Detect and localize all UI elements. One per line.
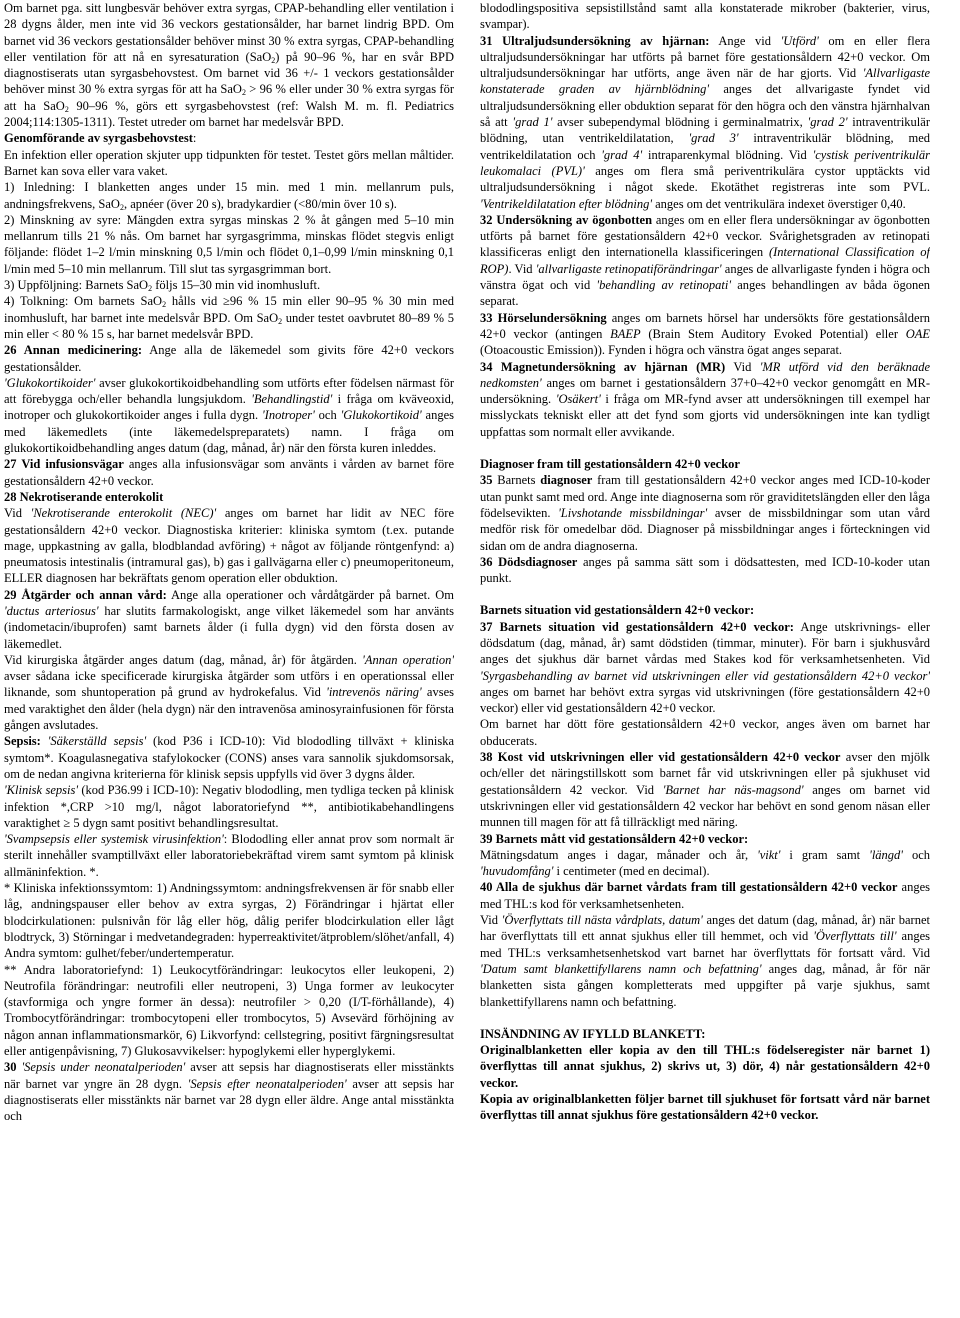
- paragraph-r05: 34 Magnetundersökning av hjärnan (MR) Vid 'MR utförd vid den beräknade nedkomsten' anges om barnet i gestationsåldern 37+0–42+0 veckor genomgått en MR-undersökning. 'Osäkert' i fråga om MR-fynd avser att undersökningen till exempel har misslyckats tekniskt eller att det fynd som gjorts vid undersökningen inte kan tydligt uppfattas som normalt eller avvikande.: [480, 359, 930, 439]
- paragraph-r08: 36 Dödsdiagnoser anges på samma sätt som i dödsattesten, med ICD-10-koder utan punkt.: [480, 554, 930, 586]
- paragraph-l06: 3) Uppföljning: Barnets SaO$_2$ följs 15–30 min vid inomhusluft.: [4, 278, 321, 294]
- paragraph-l01: Om barnet pga. sitt lungbesvär behöver extra syrgas, CPAP-behandling eller ventilation i 28 dygns ålder, men inte vid 36 veckors gestationsålder, har barnet lindrig BPD. Om barnet vid 36 veckors gestationsålder behöver minst 30 % extra syrgas, CPAP-behandling eller ventilation för att nå en syresaturation (SaO$_2$) på 90–96 %, har en svår BPD diagnostiserats utan syrgasbehovstest. Om barnet vid 36 +/- 1 veckors gestationsålder behöver minst 30 % extra syrgas för att ha SaO$_2$ > 96 % eller under 30 % extra syrgas för att ha SaO$_2$ 90–96 %, görs ett syrgasbehovstest (ref: Walsh M. m. fl. Pediatrics 2004;114:1305-1311). Testet utreder om barnet har medelsvår BPD.: [4, 1, 454, 130]
- paragraph-l10: 27 Vid infusionsvägar anges alla infusionsvägar som använts i vården av barnet före gestationsåldern 42+0 veckor.: [4, 457, 454, 488]
- paragraph-l04: 1) Inledning: I blanketten anges under 15 min. med 1 min. mellanrum puls, andningsfrekvens, SaO$_2$, apnéer (över 20 s), bradykardier (<80/min över 10 s).: [4, 180, 454, 212]
- paragraph-r09: Barnets situation vid gestationsåldern 42+0 veckor:: [480, 603, 755, 618]
- paragraph-r17: INSÄNDNING AV IFYLLD BLANKETT:: [480, 1026, 706, 1041]
- paragraph-r07: 35 Barnets diagnoser fram till gestationsåldern 42+0 veckor anges med ICD-10-koder utan punkt samt med ord. Ange inte diagnoserna som rör graviditetslängden eller den låga födelsevikten. 'Livshotande missbildningar' avser de missbildningar som utan vård medför risk för omedelbar död. Diagnoser på missbildningar anges i förteckningen vid sidan om de andra diagnoserna.: [480, 473, 930, 553]
- paragraph-r19: Kopia av originalblanketten följer barnet till sjukhuset för fortsatt vård när barnet överflyttas till annat sjukhus före gestationsåldern 42+0 veckor.: [480, 1092, 930, 1123]
- paragraph-l12: Vid 'Nekrotiserande enterokolit (NEC)' anges om barnet har lidit av NEC före gestationsåldern 42+0 veckor. Diagnostiska kriterier: kliniska symtom (t.ex. putande mage, uppkastning av galla, blodblandad avföring) + något av följande röntgenfynd: a) pneumatosis intestinalis (intramural gas), b) gas i gallvägarna eller c) pneumoperitoneum, ELLER diagnosen har bekräftats genom operation eller obduktion.: [4, 506, 454, 586]
- paragraph-l16: 'Klinisk sepsis' (kod P36.99 i ICD-10): Negativ blododling, men tydliga tecken på klinisk infektion *,CRP >10 mg/l, något laboratoriefynd **, antibiotikabehandlingens varaktighet ≥ 5 dygn samt positivt behandlingsresultat.: [4, 783, 454, 830]
- paragraph-l20: 30 'Sepsis under neonatalperioden' avser att sepsis har diagnostiserats eller misstänkts när barnet var yngre än 28 dygn. 'Sepsis efter neonatalperioden' avser att sepsis har diagnostiserats eller misstänkts när barnet var 28 dygn eller äldre. Ange antal misstänkta och: [4, 1060, 454, 1124]
- paragraph-l17: 'Svampsepsis eller systemisk virusinfektion': Blododling eller annat prov som normalt är sterilt innehåller svamptillväxt eller laboratoriebekräftad virem samt symtom på klinisk allmäninfektion. *.: [4, 832, 454, 879]
- paragraph-l15: Sepsis: 'Säkerställd sepsis' (kod P36 i ICD-10): Vid blododling tillväxt + kliniska symtom*. Koagulasnegativa stafylokocker (CONS) anses vara sannolik sjukdomsorsak, om de nedan angivna kriterierna för klinisk sepsis uppfylls vid över 3 dygns ålder.: [4, 734, 454, 781]
- paragraph-r14: Mätningsdatum anges i dagar, månader och år, 'vikt' i gram samt 'längd' och 'huvudomfång' i centimeter (med en decimal).: [480, 847, 930, 879]
- paragraph-l11: 28 Nekrotiserande enterokolit: [4, 489, 164, 504]
- paragraph-r16: Vid 'Överflyttats till nästa vårdplats, datum' anges det datum (dag, månad, år) när barnet har överflyttats till ett annat sjukhus eller till hemmet, och vid 'Överflyttats till' anges med THL:s verksamhetsenhetskod vart barnet har överflyttats för fortsatt vård. Vid 'Datum samt blankettifyllarens namn och befattning' anges dag, månad, år för när blanketten sista gången kompletterats med uppgifter på varje sjukhus, samt blankettifyllarens namn och befattning.: [480, 913, 930, 1009]
- paragraph-l19: ** Andra laboratoriefynd: 1) Leukocytförändringar: leukocytos eller leukopeni, 2) Neutrofila förändringar: neutrofili eller neutropeni, 3) Unga former av leukocyter (stavformiga och yngre former än dessa): neutrofiler > 0,20 (I/T-förhållande), 4) Trombocytförändringar: trombocytopeni eller trombocytos, 5) Avsevärd förhöjning av någon annan inflammationsmarkör, 6) Likvorfynd: cellstegring, positivt färgningsresultat eller antigenpåvisning, 7) Glukosavvikelser: hypoglykemi eller hyperglykemi.: [4, 962, 454, 1058]
- paragraph-l08: 26 Annan medicinering: Ange alla de läkemedel som givits före 42+0 veckors gestationsålder.: [4, 343, 454, 374]
- paragraph-r10: 37 Barnets situation vid gestationsåldern 42+0 veckor: Ange utskrivnings- eller dödsdatum (dag, månad, år) samt dödstiden (timmar, minuter). För barn i sjukhusvård anges det sjukhus där barnet vårdas med Stakes kod för verksamhetsenheten. Vid 'Syrgasbehandling av barnet vid utskrivningen eller vid gestationsåldern 42+0 veckor' anges om barnet har behövt extra syrgas vid utskrivningen (före gestationsåldern 42+0 veckor) eller vid gestationsåldern 42+0 veckor.: [480, 619, 930, 716]
- paragraph-l13: 29 Åtgärder och annan vård: Ange alla operationer och vårdåtgärder på barnet. Om 'ductus arteriosus' har slutits farmakologiskt, ange vilket läkemedel som har använts (indometacin/ibuprofen) samt barnets ålder (i fulla dygn) vid den första dosen av läkemedlet.: [4, 587, 454, 651]
- paragraph-r06: Diagnoser fram till gestationsåldern 42+0 veckor: [480, 457, 740, 472]
- paragraph-r11: Om barnet har dött före gestationsåldern 42+0 veckor, anges även om barnet har obducerats.: [480, 717, 930, 748]
- paragraph-r15: 40 Alla de sjukhus där barnet vårdats fram till gestationsåldern 42+0 veckor anges med THL:s kod för verksamhetsenheten.: [480, 880, 930, 911]
- paragraph-r04: 33 Hörselundersökning anges om barnets hörsel har undersökts före gestationsåldern 42+0 veckor (antingen BAEP (Brain Stem Auditory Evoked Potential) eller OAE (Otoacoustic Emission)). Fynden i högra och vänstra ögat anges separat.: [480, 310, 930, 358]
- paragraph-l05: 2) Minskning av syre: Mängden extra syrgas minskas 2 % åt gången med 5–10 min mellanrum tills 21 % nås. Om barnet har syrgasgrimma, minskas flödet stegvis enligt följande: flödet 1–2 l/min minskning 0,5 l/min och flödet 0,1–0,99 l/min minskning 0,1 l/min med 5–10 min mellanrum. Till slut tas syrgasgrimman bort.: [4, 212, 454, 276]
- paragraph-r18: Originalblanketten eller kopia av den till THL:s födelseregister när barnet 1) överflyttas till annat sjukhus, 2) skrivs ut, 3) dör, 4) når gestationsåldern 42+0 veckor.: [480, 1043, 930, 1090]
- paragraph-l07: 4) Tolkning: Om barnets SaO$_2$ hålls vid ≥96 % 15 min eller 90–95 % 30 min med inomhusluft, har barnet inte medelsvår BPD. Om SaO$_2$ under testet oavbrutet 80–89 % 5 min eller < 80 % 15 s, har barnet medelsvår BPD.: [4, 294, 454, 341]
- paragraph-r01: blododlingspositiva sepsistillstånd samt alla konstaterade mikrober (bakterier, virus, svampar).: [480, 1, 930, 32]
- paragraph-l03: En infektion eller operation skjuter upp tidpunkten för testet. Testet görs mellan måltider. Barnet kan sova eller vara vaket.: [4, 147, 454, 178]
- paragraph-l14: Vid kirurgiska åtgärder anges datum (dag, månad, år) för åtgärden. 'Annan operation' avser sådana icke specificerade kirurgiska åtgärder som utförs i en operationssal eller liknande, som shuntoperation på grund av hydrokefalus. Vid 'intrevenös näring' avses med varaktighet den ålder (hela dygn) när den intravenösa aminosyrainfusionen för första gången avslutades.: [4, 652, 454, 733]
- paragraph-l09: 'Glukokortikoider' avser glukokortikoidbehandling som utförts efter födelsen närmast för att förebygga och/eller behandla lungsjukdom. 'Behandlingstid' i fråga om kväveoxid, inotroper och glukokortikoider anges i fulla dygn. 'Inotroper' och 'Glukokortikoid' anges med läkemedlets (inte läkemedelspreparatets) namn. I fråga om glukokortikoidbehandling anges datum (dag, månad, år) när den första kuren inleddes.: [4, 375, 454, 456]
- paragraph-r13: 39 Barnets mått vid gestationsåldern 42+0 veckor:: [480, 831, 749, 846]
- paragraph-l02: Genomförande av syrgasbehovstest:: [4, 131, 197, 146]
- left-column: [4, 0, 454, 1318]
- paragraph-r03: 32 Undersökning av ögonbotten anges om en eller flera undersökningar av ögonbotten utförts på barnet före gestationsåldern 42+0 veckor. Svårighetsgraden av retinopati klassificeras enligt den internationella klassificeringen (International Classification of ROP). Vid 'allvarligaste retinopatiförändringar' anges de allvarligaste fynden i högra och vänstra ögat och vid 'behandling av retinopati' anges behandlingen av båda ögonen separat.: [480, 212, 930, 309]
- right-column: [480, 0, 930, 1318]
- paragraph-l18: * Kliniska infektionssymtom: 1) Andningssymtom: andningsfrekvensen är för snabb eller låg, andningspauser eller behov av extra syrgas, 2) Förändringar i hjärtat eller blodcirkulationen: pulsnivån för låg eller hög, dålig perifer blodcirkulation eller lågt blodtryck, 3) Störningar i medvetandegraden: hyperreaktivitet/ätproblem/slöhet/anfall, 4) Andra symtom: gulhet/feber/undertemperatur.: [4, 881, 454, 961]
- paragraph-r02: 31 Ultraljudsundersökning av hjärnan: Ange vid 'Utförd' om en eller flera ultraljudsundersökningar har utförts på barnet före gestationsåldern 42+0 veckor. Om ultraljudsundersökningar har utförts, ange även när de har gjorts. Vid 'Allvarligaste konstaterade graden av hjärnblödning' anges det allvarigaste fyndet vid ultraljudsundersökning eller obduktion separat för den högra och den vänstra hjärnhalvan så att 'grad 1' avser subependymal blödning i germinalmatrix, 'grad 2' intraventrikulär blödning, utan ventrikeldilatation, 'grad 3' intraventrikulär blödning, med ventrikeldilatation och 'grad 4' intraparenkymal blödning. Vid 'cystisk periventrikulär leukomalaci (PVL)' anges om flera små periventrikulära cystor upptäckts vid ultraljudsundersökning i något skede. Ekotäthet registreras inte som PVL. 'Ventrikeldilatation efter blödning' anges om det ventrikulära indexet överstiger 0,40.: [480, 33, 930, 211]
- paragraph-r12: 38 Kost vid utskrivningen eller vid gestationsåldern 42+0 veckor avser den mjölk och/eller det näringstillskott som barnet får vid utskrivningen eller på sjukhuset vid gestationsåldern 42 veckor. Vid 'Barnet har näs-magsond' anges om barnet vid utskrivningen eller vid gestationsåldern 42 veckor har behövt en sond genom näsan eller munnen till magen för att få tillräckligt med näring.: [480, 750, 930, 830]
